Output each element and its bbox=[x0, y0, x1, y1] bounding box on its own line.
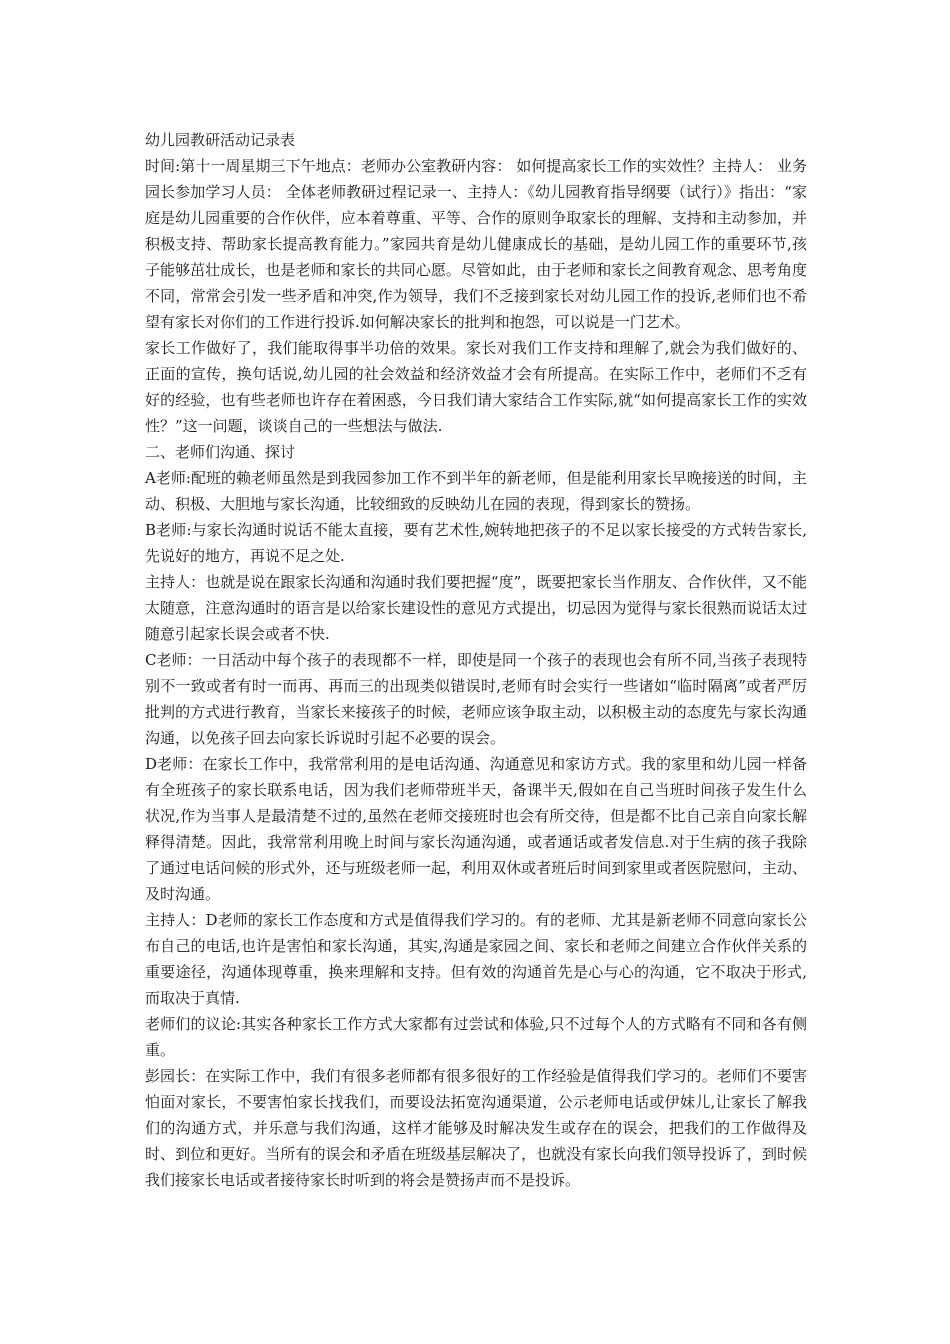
paragraph-teacher-c: C老师：一日活动中每个孩子的表现都不一样，即使是同一个孩子的表现也会有所不同,当孩子表现特别不一致或者有时一而再、再而三的出现类似错误时,老师有时会实行一些诸如“临时隔离”或者严厉批判的方式进行教育，当家长来接孩子的时候，老师应该争取主动，以积极主动的态度先与家长沟通沟通，以免孩子回去向家长诉说时引起不必要的误会。 bbox=[145, 651, 807, 747]
paragraph-teacher-a: A老师:配班的赖老师虽然是到我园参加工作不到半年的新老师，但是能利用家长早晚接送的时间，主动、积极、大胆地与家长沟通，比较细致的反映幼儿在园的表现，得到家长的赞扬。 bbox=[145, 469, 807, 513]
section-heading-discussion: 二、老师们沟通、探讨 bbox=[145, 443, 296, 461]
paragraph-principal-peng: 彭园长：在实际工作中，我们有很多老师都有很多很好的工作经验是值得我们学习的。老师们不要害怕面对家长，不要害怕家长找我们，而要设法拓宽沟通渠道，公示老师电话或伊妹儿,让家长了解我们的沟通方式，并乐意与我们沟通，这样才能够及时解决发生或存在的误会，把我们的工作做得及时、到位和更好。当所有的误会和矛盾在班级基层解决了，也就没有家长向我们领导投诉了，到时候我们接家长电话或者接待家长时听到的将会是赞扬声而不是投诉。 bbox=[145, 1067, 807, 1189]
paragraph-host-comment-2: 主持人：D老师的家长工作态度和方式是值得我们学习的。有的老师、尤其是新老师不同意向家长公布自己的电话,也许是害怕和家长沟通，其实,沟通是家园之间、家长和老师之间建立合作伙伴关系的重要途径，沟通体现尊重，换来理解和支持。但有效的沟通首先是心与心的沟通，它不取决于形式,而取决于真情. bbox=[145, 911, 807, 1007]
paragraph-teachers-discussion: 老师们的议论:其实各种家长工作方式大家都有过尝试和体验,只不过每个人的方式略有不同和各有侧重。 bbox=[145, 1015, 807, 1059]
paragraph-parent-work-purpose: 家长工作做好了，我们能取得事半功倍的效果。家长对我们工作支持和理解了,就会为我们做好的、正面的宣传，换句话说,幼儿园的社会效益和经济效益才会有所提高。在实际工作中，老师们不乏有好的经验，也有些老师也许存在着困惑，今日我们请大家结合工作实际,就“如何提高家长工作的实效性？”这一问题，谈谈自己的一些想法与做法. bbox=[145, 339, 807, 435]
paragraph-teacher-d: D老师：在家长工作中，我常常利用的是电话沟通、沟通意见和家访方式。我的家里和幼儿园一样备有全班孩子的家长联系电话，因为我们老师带班半天，备课半天,假如在自己当班时间孩子发生什么状况,作为当事人是最清楚不过的,虽然在老师交接班时也会有所交待，但是都不比自己亲自向家长解释得清楚。因此，我常常利用晚上时间与家长沟通沟通，或者通话或者发信息.对于生病的孩子我除了通过电话问候的形式外，还与班级老师一起，利用双休或者班后时间到家里或者医院慰问，主动、及时沟通。 bbox=[145, 755, 807, 903]
document-title: 幼儿园教研活动记录表 bbox=[145, 131, 296, 149]
paragraph-meeting-info-and-opening: 时间:第十一周星期三下午地点：老师办公室教研内容： 如何提高家长工作的实效性？主持人： 业务园长参加学习人员： 全体老师教研过程记录一、主持人：《幼儿园教育指导纲要（试行）》指出：“家庭是幼儿园重要的合作伙伴，应本着尊重、平等、合作的原则争取家长的理解、支持和主动参加，并积极支持、帮助家长提高教育能力。”家园共育是幼儿健康成长的基础，是幼儿园工作的重要环节,孩子能够茁壮成长，也是老师和家长的共同心愿。尽管如此，由于老师和家长之间教育观念、思考角度不同，常常会引发一些矛盾和冲突,作为领导，我们不乏接到家长对幼儿园工作的投诉,老师们也不希望有家长对你们的工作进行投诉.如何解决家长的批判和抱怨，可以说是一门艺术。 bbox=[145, 157, 807, 331]
paragraph-teacher-b: B老师:与家长沟通时说话不能太直接，要有艺术性,婉转地把孩子的不足以家长接受的方式转告家长,先说好的地方，再说不足之处. bbox=[145, 521, 807, 565]
document-page bbox=[145, 127, 807, 1193]
paragraph-host-comment-1: 主持人：也就是说在跟家长沟通和沟通时我们要把握“度”，既要把家长当作朋友、合作伙伴，又不能太随意，注意沟通时的语言是以给家长建设性的意见方式提出，切忌因为觉得与家长很熟而说话太过随意引起家长误会或者不快. bbox=[145, 573, 807, 643]
